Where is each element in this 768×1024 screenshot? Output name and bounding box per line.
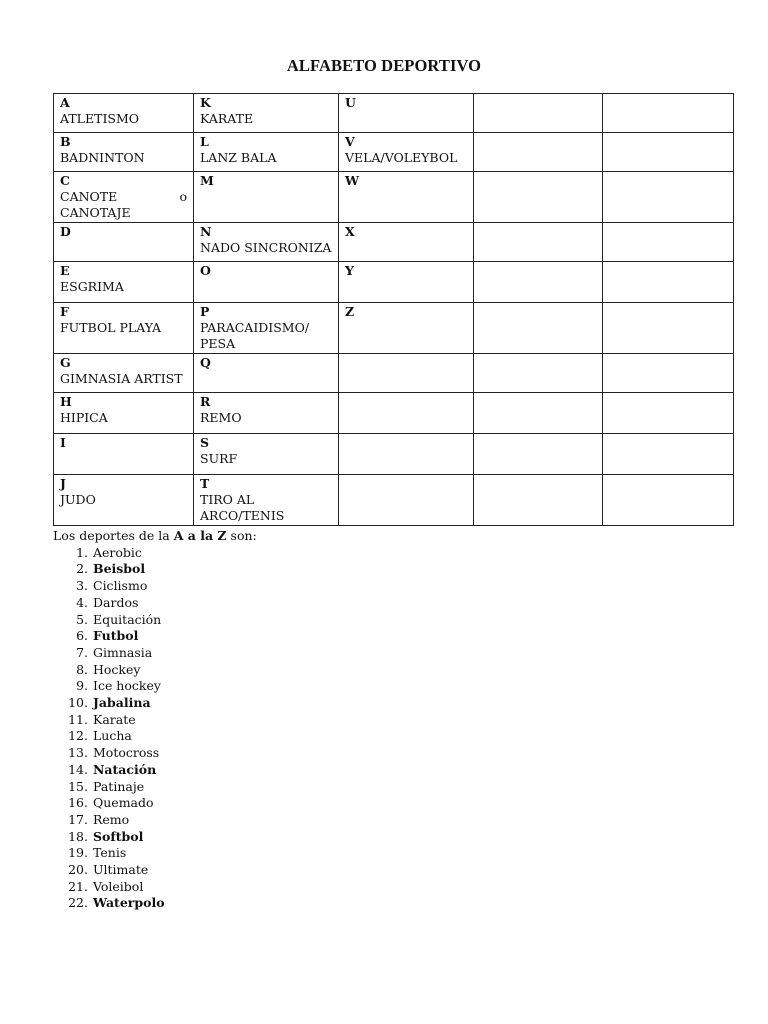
cell-letter: Q [200,355,211,370]
table-cell [54,393,194,434]
list-item-number: 2. [76,561,88,577]
cell-letter: M [200,173,214,188]
table-cell [474,303,603,354]
list-item [53,862,453,879]
alphabet-table [53,93,734,526]
cell-letter: T [200,476,210,491]
list-item-name: Aerobic [93,544,142,560]
table-cell [603,262,734,303]
table-cell [194,262,339,303]
table-cell [603,354,734,393]
sports-list [53,545,453,912]
cell-sport: ESGRIMA [60,279,124,294]
cell-letter: N [200,224,212,239]
cell-sport: SURF [200,451,238,466]
list-item [53,762,453,779]
page-title: ALFABETO DEPORTIVO [286,56,482,75]
list-item [53,561,453,578]
intro-text: Los deportes de la [53,528,174,543]
cell-sport: KARATE [200,111,254,126]
cell-sport: CANOTE o CANOTAJE [60,189,187,220]
list-item-number: 4. [76,594,88,610]
list-item-name: Ultimate [93,862,149,878]
list-item [53,545,453,562]
cell-letter: D [60,224,71,239]
list-item [53,829,453,846]
list-item [53,645,453,662]
table-cell [603,303,734,354]
list-item [53,612,453,629]
list-item-name: Natación [93,761,157,777]
list-item [53,595,453,612]
table-cell [474,133,603,172]
table-cell [54,354,194,393]
list-item-number: 11. [68,711,88,727]
list-item-name: Gimnasia [93,644,153,660]
list-item [53,695,453,712]
list-item-number: 13. [68,745,88,761]
list-item [53,728,453,745]
cell-letter: I [60,435,66,450]
list-item-number: 14. [68,761,88,777]
table-row [54,303,734,354]
list-item-name: Voleibol [93,878,144,894]
list-item-number: 22. [68,895,88,911]
list-item-number: 21. [68,878,88,894]
table-cell [339,172,474,223]
table-cell [474,223,603,262]
list-item-name: Jabalina [93,695,151,711]
table-row [54,223,734,262]
table-cell [194,172,339,223]
table-cell [339,223,474,262]
table-row [54,393,734,434]
list-item [53,745,453,762]
table-cell [339,354,474,393]
table-cell [194,354,339,393]
table-cell [603,94,734,133]
table-cell [474,354,603,393]
table-cell [603,223,734,262]
cell-sport: JUDO [60,492,96,507]
cell-sport: PARACAIDISMO/ PESA [200,320,310,351]
sports-section [53,528,453,912]
list-item-number: 8. [76,661,88,677]
list-item-number: 5. [76,611,88,627]
list-item-name: Quemado [93,795,154,811]
list-item [53,779,453,796]
cell-letter: E [60,263,70,278]
cell-letter: Y [345,263,354,278]
table-cell [339,262,474,303]
list-item [53,812,453,829]
list-item-number: 20. [68,862,88,878]
table-cell [603,172,734,223]
list-item [53,879,453,896]
cell-sport: BADNINTON [60,150,145,165]
list-item-number: 3. [76,578,88,594]
list-item-name: Softbol [93,828,144,844]
sports-intro [53,528,453,545]
table-row [54,354,734,393]
table-cell [339,133,474,172]
table-cell [54,172,194,223]
table-cell [194,393,339,434]
table-cell [603,475,734,526]
list-item-number: 16. [68,795,88,811]
list-item-name: Lucha [93,728,132,744]
list-item-name: Patinaje [93,778,145,794]
table-cell [54,94,194,133]
cell-letter: W [345,173,360,188]
list-item [53,795,453,812]
table-cell [54,475,194,526]
list-item-number: 6. [76,628,88,644]
table-cell [194,133,339,172]
list-item-name: Dardos [93,594,139,610]
list-item-name: Futbol [93,628,139,644]
table-cell [194,475,339,526]
intro-text-end: son: [226,528,257,543]
cell-sport: HIPICA [60,410,108,425]
list-item [53,712,453,729]
cell-letter: A [60,95,70,110]
list-item-number: 12. [68,728,88,744]
list-item-number: 9. [76,678,88,694]
cell-letter: H [60,394,72,409]
list-item-name: Tenis [93,845,127,861]
list-item-name: Karate [93,711,136,727]
table-cell [339,393,474,434]
table-cell [474,393,603,434]
list-item [53,628,453,645]
cell-letter: Z [345,304,355,319]
cell-sport: TIRO AL ARCO/TENIS [200,492,285,523]
cell-sport: NADO SINCRONIZA [200,240,332,255]
list-item-number: 1. [76,544,88,560]
table-cell [339,475,474,526]
cell-letter: O [200,263,211,278]
cell-letter: J [60,476,66,491]
table-row [54,94,734,133]
list-item-name: Waterpolo [93,895,165,911]
cell-sport: LANZ BALA [200,150,277,165]
table-cell [194,94,339,133]
cell-letter: S [200,435,210,450]
table-cell [339,434,474,475]
cell-sport: VELA/VOLEYBOL [345,150,458,165]
table-cell [339,94,474,133]
list-item [53,678,453,695]
table-cell [474,94,603,133]
list-item [53,662,453,679]
list-item-name: Motocross [93,745,160,761]
table-row [54,172,734,223]
list-item-number: 7. [76,644,88,660]
list-item-number: 10. [68,695,88,711]
table-cell [474,434,603,475]
list-item-number: 15. [68,778,88,794]
list-item-name: Equitación [93,611,162,627]
cell-letter: V [345,134,355,149]
table-cell [54,262,194,303]
cell-letter: K [200,95,211,110]
cell-sport: ATLETISMO [60,111,139,126]
intro-bold-text: A a la Z [173,528,227,543]
list-item-name: Beisbol [93,561,146,577]
cell-letter: R [200,394,211,409]
cell-letter: F [60,304,69,319]
list-item [53,845,453,862]
table-row [54,434,734,475]
table-cell [54,133,194,172]
list-item [53,895,453,912]
cell-letter: P [200,304,210,319]
cell-sport: REMO [200,410,242,425]
table-cell [54,303,194,354]
table-cell [474,475,603,526]
list-item-name: Ciclismo [93,578,148,594]
cell-letter: L [200,134,209,149]
table-cell [474,262,603,303]
table-cell [603,393,734,434]
list-item-number: 17. [68,811,88,827]
cell-letter: X [345,224,355,239]
cell-sport: FUTBOL PLAYA [60,320,162,335]
list-item-name: Ice hockey [93,678,161,694]
list-item-name: Hockey [93,661,141,677]
table-cell [194,434,339,475]
table-cell [54,223,194,262]
table-cell [54,434,194,475]
cell-letter: C [60,173,70,188]
table-cell [339,303,474,354]
table-cell [474,172,603,223]
table-cell [194,303,339,354]
list-item [53,578,453,595]
cell-letter: U [345,95,356,110]
table-cell [603,133,734,172]
list-item-number: 18. [68,828,88,844]
list-item-number: 19. [68,845,88,861]
list-item-name: Remo [93,811,130,827]
table-cell [603,434,734,475]
table-row [54,262,734,303]
cell-sport: GIMNASIA ARTIST [60,371,183,386]
table-cell [194,223,339,262]
cell-letter: G [60,355,71,370]
table-row [54,475,734,526]
cell-letter: B [60,134,71,149]
table-row [54,133,734,172]
